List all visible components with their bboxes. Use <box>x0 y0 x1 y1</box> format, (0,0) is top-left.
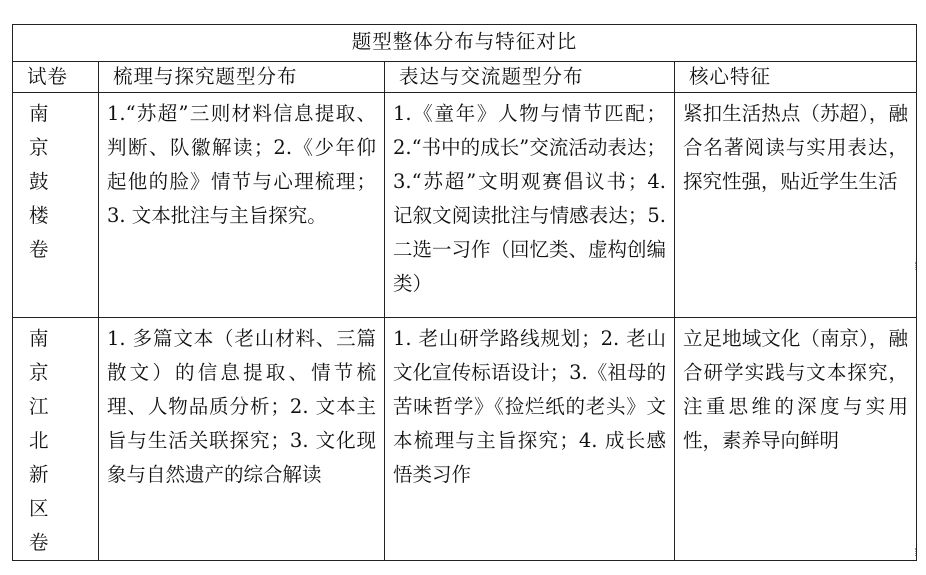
edge-mark <box>915 548 920 556</box>
header-paper: 试卷 <box>13 62 99 93</box>
header-core-features: 核心特征 <box>675 62 917 93</box>
comparison-table-wrapper <box>12 24 909 554</box>
edge-mark <box>915 262 920 270</box>
paper-name: 南京江北新区卷 <box>13 318 99 561</box>
table-title: 题型整体分布与特征对比 <box>13 25 917 62</box>
core-features-cell: 紧扣生活热点（苏超），融合名著阅读与实用表达，探究性强，贴近学生生活 <box>675 93 917 318</box>
table-row <box>13 318 917 561</box>
comparison-table <box>12 24 917 561</box>
header-express-exchange: 表达与交流题型分布 <box>385 62 675 93</box>
express-exchange-cell: 1. 老山研学路线规划；2. 老山文化宣传标语设计；3.《祖母的苦味哲学》《捡烂纸的老头》文本梳理与主旨探究；4. 成长感悟类习作 <box>385 318 675 561</box>
express-exchange-cell: 1.《童年》人物与情节匹配；2.“书中的成长”交流活动表达；3.“苏超”文明观赛倡议书；4. 记叙文阅读批注与情感表达；5. 二选一习作（回忆类、虚构创编类） <box>385 93 675 318</box>
paper-name: 南京鼓楼卷 <box>13 93 99 318</box>
core-features-cell: 立足地域文化（南京），融合研学实践与文本探究，注重思维的深度与实用性，素养导向鲜明 <box>675 318 917 561</box>
sort-explore-cell: 1.“苏超”三则材料信息提取、判断、队徽解读；2.《少年仰起他的脸》情节与心理梳理；3. 文本批注与主旨探究。 <box>99 93 385 318</box>
table-row <box>13 93 917 318</box>
header-sort-explore: 梳理与探究题型分布 <box>99 62 385 93</box>
sort-explore-cell: 1. 多篇文本（老山材料、三篇散文）的信息提取、情节梳理、人物品质分析；2. 文本主旨与生活关联探究；3. 文化现象与自然遗产的综合解读 <box>99 318 385 561</box>
table-title-row <box>13 25 917 62</box>
table-header-row <box>13 62 917 93</box>
